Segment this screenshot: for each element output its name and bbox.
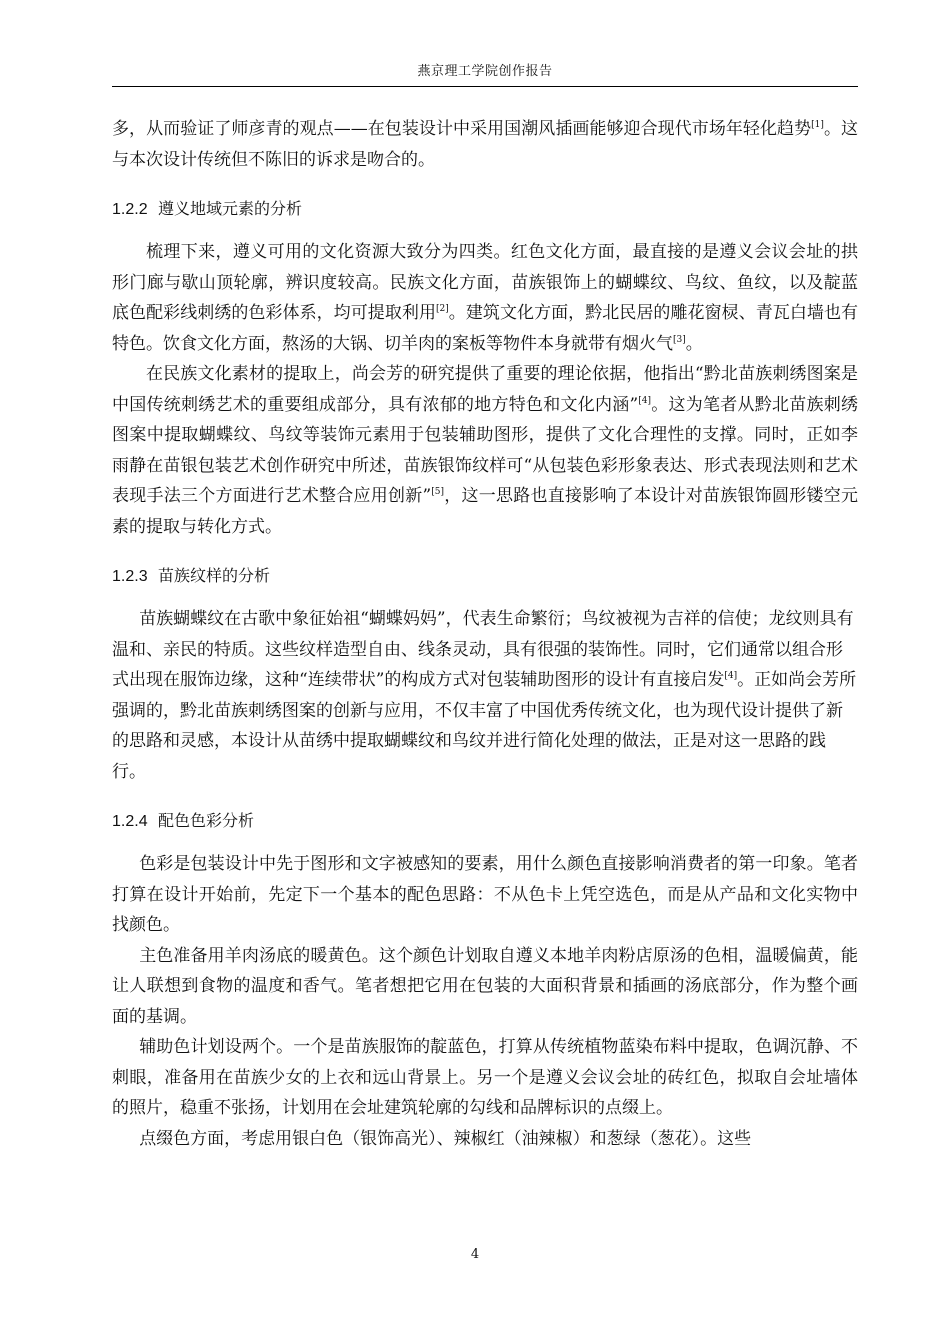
intro-paragraph	[112, 114, 858, 175]
paragraph-text: 。正如尚会芳所强调的，黔北苗族刺绣图案的创新与应用，不仅丰富了中国优秀传统文化，也为现代设计提供了新的思路和灵感，本设计从苗绣中提取蝴蝶纹和鸟纹并进行简化处理的做法，正是对这一思路的践行。	[112, 670, 857, 782]
intro-text: 多，从而验证了师彦青的观点——在包装设计中采用国潮风插画能够迎合现代市场年轻化趋势	[112, 119, 812, 139]
section-title: 遵义地域元素的分析	[158, 201, 303, 218]
paragraph-text: 梳理下来，遵义可用的文化资源大致分为四类。红色文化方面，最直接的是遵义会议会址的拱形门廊与歇山顶轮廓，辨识度较高。民族文化方面，苗族银饰上的蝴蝶纹、鸟纹、鱼纹，以及靛蓝底色配彩线刺绣的色彩体系，均可提取利用	[112, 242, 858, 323]
section-title: 苗族纹样的分析	[158, 568, 271, 585]
paragraph: 主色准备用羊肉汤底的暖黄色。这个颜色计划取自遵义本地羊肉粉店原汤的色相，温暖偏黄，能让人联想到食物的温度和香气。笔者想把它用在包装的大面积背景和插画的汤底部分，作为整个画面的基调。	[112, 945, 858, 1027]
intro-text-tail: 。这与本次设计传统但不陈旧的诉求是吻合的。	[112, 119, 858, 170]
section-heading-1-2-2	[112, 197, 858, 223]
paragraph-text: 。	[685, 333, 703, 354]
paragraph: 点缀色方面，考虑用银白色（银饰高光）、辣椒红（油辣椒）和葱绿（葱花）。这些	[139, 1128, 752, 1149]
citation: [2]	[436, 304, 449, 314]
running-header: 燕京理工学院创作报告	[417, 64, 553, 79]
page-number: 4	[470, 1247, 480, 1262]
citation: [4]	[724, 671, 738, 681]
page-body	[112, 114, 858, 1154]
section-number: 1.2.3	[112, 568, 148, 585]
citation: [4]	[638, 395, 651, 406]
paragraph: 辅助色计划设两个。一个是苗族服饰的靛蓝色，打算从传统植物蓝染布料中提取，色调沉静、不刺眼，准备用在苗族少女的上衣和远山背景上。另一个是遵义会议会址的砖红色，拟取自会址墙体的照片，稳重不张扬，计划用在会址建筑轮廓的勾线和品牌标识的点缀上。	[112, 1037, 858, 1118]
section-number: 1.2.2	[112, 201, 148, 218]
paragraph-text: 。这为笔者从黔北苗族刺绣图案中提取蝴蝶纹、鸟纹等装饰元素用于包装辅助图形，提供了文化合理性的支撑。同时，正如李雨静在苗银包装艺术创作研究中所述，苗族银饰纹样可“从包装色彩形象表达、形式表现法则和艺术表现手法三个方面进行艺术整合应用创新”	[112, 394, 858, 506]
paragraph	[112, 359, 858, 542]
citation: [1]	[811, 120, 824, 130]
citation: [5]	[431, 487, 444, 497]
header-divider	[112, 86, 858, 87]
paragraph-text: 。建筑文化方面，黔北民居的雕花窗棂、青瓦白墙也有特色。饮食文化方面，熬汤的大锅、切羊肉的案板等物件本身就带有烟火气	[112, 303, 859, 354]
section-number: 1.2.4	[112, 813, 148, 830]
paragraph-text: ，这一思路也直接影响了本设计对苗族银饰圆形镂空元素的提取与转化方式。	[112, 486, 858, 537]
section-heading-1-2-4	[112, 809, 858, 835]
section-title: 配色色彩分析	[158, 813, 255, 830]
paragraph	[112, 237, 858, 359]
paragraph-text: 苗族蝴蝶纹在古歌中象征始祖“蝴蝶妈妈”，代表生命繁衍；鸟纹被视为吉祥的信使；龙纹则具有温和、亲民的特质。这些纹样造型自由、线条灵动，具有很强的装饰性。同时，它们通常以组合形式出现在服饰边缘，这种“连续带状”的构成方式对包装辅助图形的设计有直接启发	[112, 609, 854, 690]
paragraph: 色彩是包装设计中先于图形和文字被感知的要素，用什么颜色直接影响消费者的第一印象。笔者打算在设计开始前，先定下一个基本的配色思路：不从色卡上凭空选色，而是从产品和文化实物中找颜色。	[112, 854, 858, 935]
citation: [3]	[673, 334, 686, 345]
paragraph-text: 在民族文化素材的提取上，尚会芳的研究提供了重要的理论依据，他指出“黔北苗族刺绣图案是中国传统刺绣艺术的重要组成部分，具有浓郁的地方特色和文化内涵”	[112, 364, 858, 415]
paragraph	[112, 604, 858, 787]
section-heading-1-2-3	[112, 564, 858, 590]
